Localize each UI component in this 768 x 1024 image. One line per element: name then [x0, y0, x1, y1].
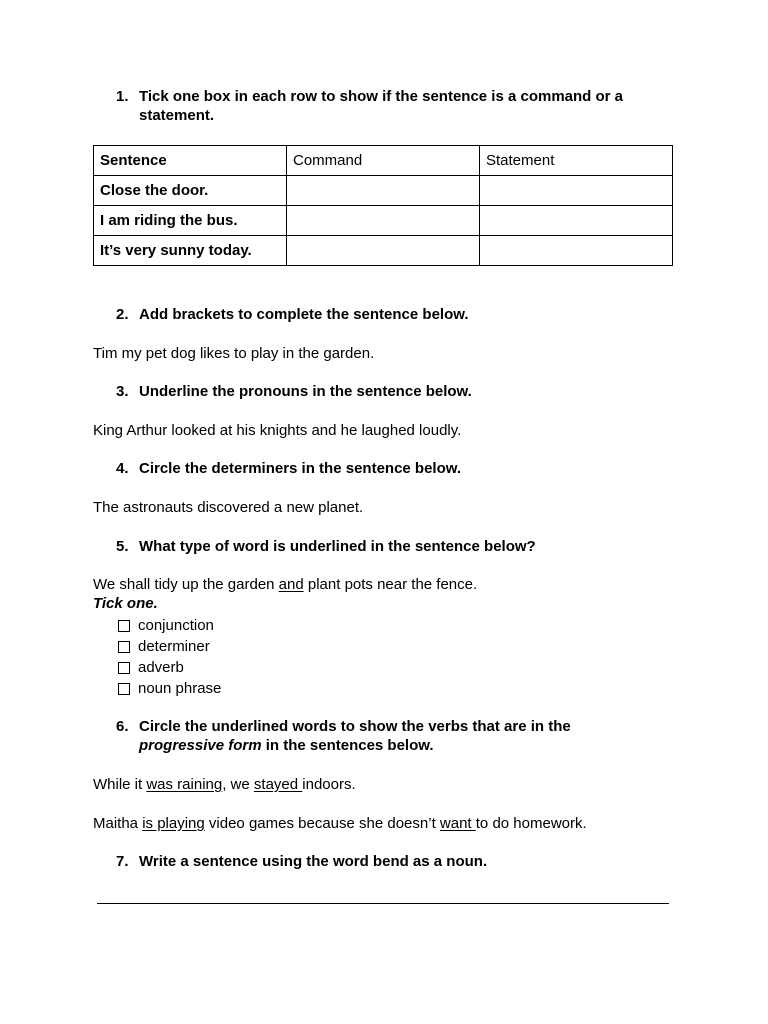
header-command: Command [287, 146, 480, 176]
q2-sentence: Tim my pet dog likes to play in the garden. [93, 345, 375, 362]
underlined-verb[interactable]: want [439, 815, 476, 832]
table-row [94, 236, 673, 266]
underlined-verb[interactable]: was raining [146, 776, 223, 793]
question-number: 3. [116, 383, 129, 400]
q5-options [118, 615, 221, 699]
question-number: 2. [116, 306, 129, 323]
question-number: 6. [116, 718, 129, 735]
option-determiner[interactable]: determiner [118, 636, 221, 657]
table-row [94, 176, 673, 206]
command-tick-cell[interactable] [287, 176, 480, 206]
checkbox-icon[interactable] [118, 683, 130, 695]
header-statement: Statement [480, 146, 673, 176]
question-text: What type of word is underlined in the sentence below? [139, 538, 536, 555]
underlined-word: and [278, 576, 304, 593]
header-sentence: Sentence [94, 146, 287, 176]
checkbox-icon[interactable] [118, 620, 130, 632]
q3-sentence: King Arthur looked at his knights and he laughed loudly. [93, 422, 462, 439]
question-text: Add brackets to complete the sentence below. [139, 306, 469, 323]
option-adverb[interactable]: adverb [118, 657, 221, 678]
statement-tick-cell[interactable] [480, 176, 673, 206]
command-statement-table [93, 145, 673, 266]
question-number: 7. [116, 853, 129, 870]
option-noun-phrase[interactable]: noun phrase [118, 678, 221, 699]
underlined-verb[interactable]: stayed [253, 776, 303, 793]
question-text: Circle the underlined words to show the verbs that are in the progressive form in the sentences below. [139, 718, 571, 754]
underlined-verb[interactable]: is playing [142, 815, 205, 832]
question-number: 4. [116, 460, 129, 477]
checkbox-icon[interactable] [118, 662, 130, 674]
table-header-row [94, 146, 673, 176]
question-text: Tick one box in each row to show if the sentence is a command or a statement. [139, 88, 624, 124]
q6-sentence-2: Maitha is playing video games because she doesn’t want to do homework. [93, 815, 587, 832]
sentence-cell: It’s very sunny today. [94, 236, 287, 266]
statement-tick-cell[interactable] [480, 206, 673, 236]
question-number: 1. [116, 88, 129, 105]
q6-sentence-1: While it was raining, we stayed indoors. [93, 776, 356, 793]
sentence-cell: I am riding the bus. [94, 206, 287, 236]
command-tick-cell[interactable] [287, 206, 480, 236]
sentence-cell: Close the door. [94, 176, 287, 206]
command-tick-cell[interactable] [287, 236, 480, 266]
answer-line[interactable] [97, 903, 669, 904]
option-conjunction[interactable]: conjunction [118, 615, 221, 636]
q5-sentence: We shall tidy up the garden and plant pots near the fence. [93, 576, 478, 593]
statement-tick-cell[interactable] [480, 236, 673, 266]
tick-one-instruction: Tick one. [93, 595, 158, 612]
question-number: 5. [116, 538, 129, 555]
table-row [94, 206, 673, 236]
question-text: Circle the determiners in the sentence below. [139, 460, 462, 477]
checkbox-icon[interactable] [118, 641, 130, 653]
question-text: Write a sentence using the word bend as a noun. [139, 853, 488, 870]
q4-sentence: The astronauts discovered a new planet. [93, 499, 364, 516]
question-text: Underline the pronouns in the sentence below. [139, 383, 472, 400]
